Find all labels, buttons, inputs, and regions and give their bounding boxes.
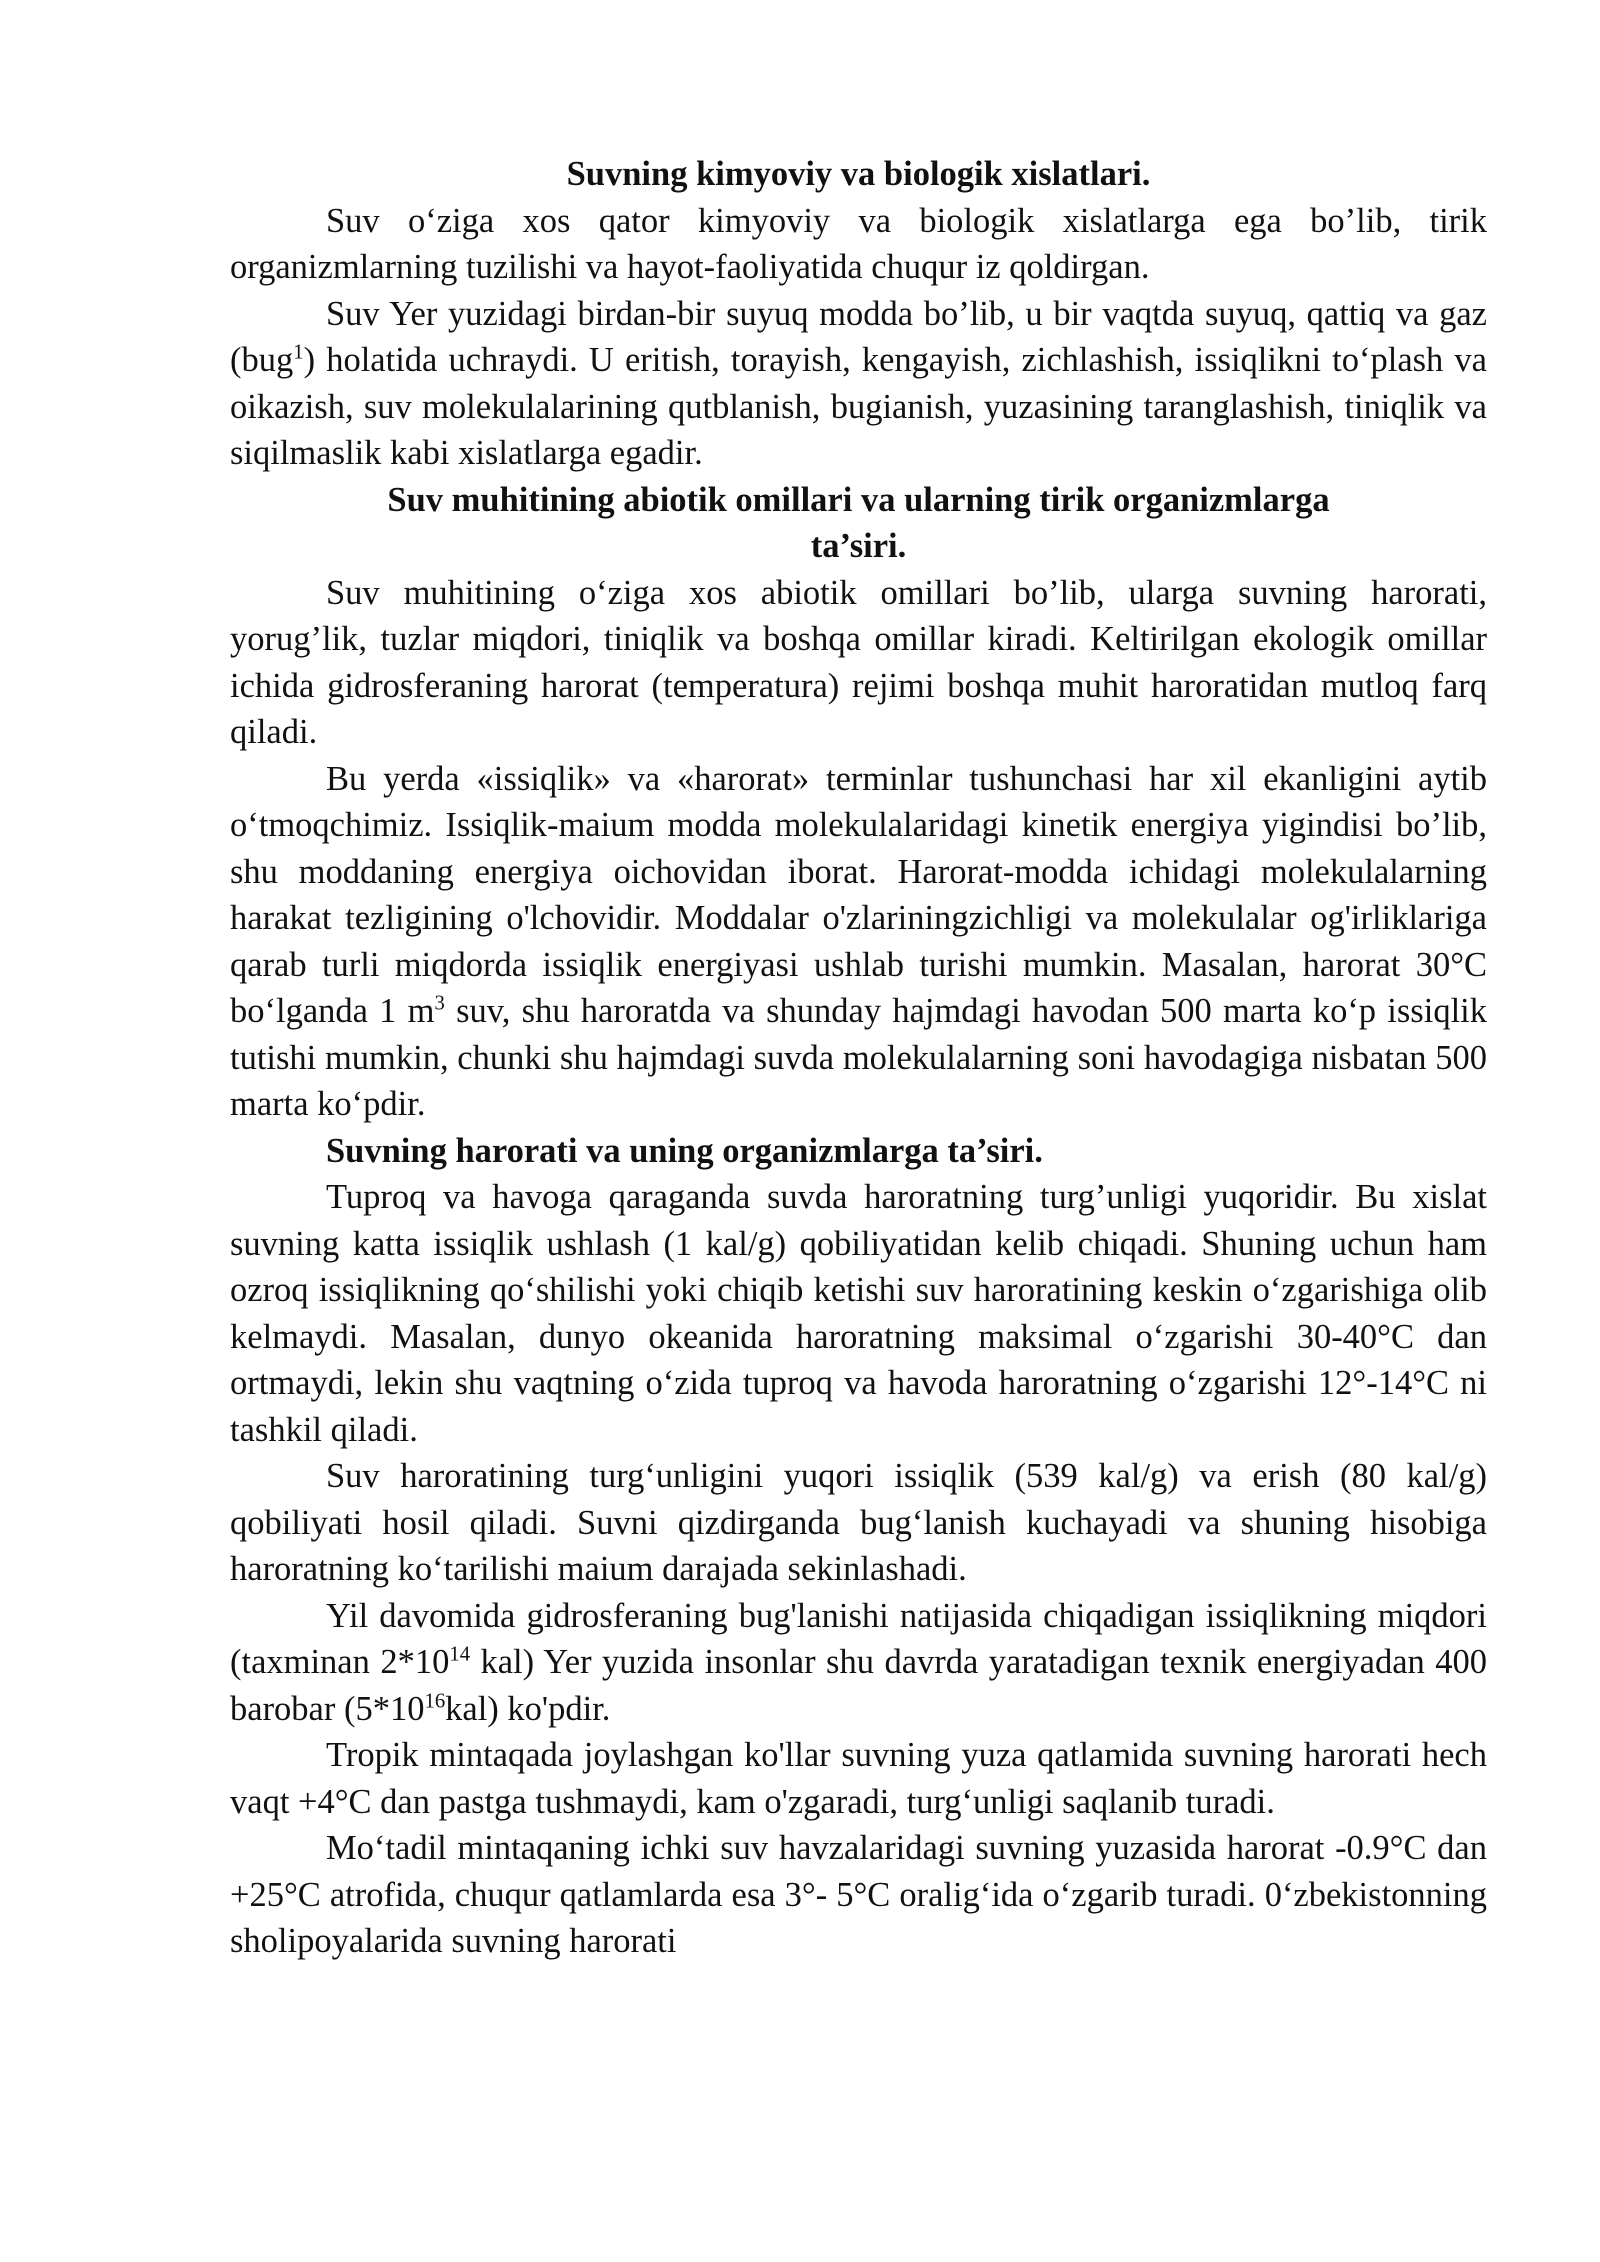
paragraph-4-text-a: Bu yerda «issiqlik» va «harorat» terminlar tushunchasi har xil ekanligini aytib o‘tmoqchimiz. Issiqlik-maium modda molekulalaridagi kinetik energiya yigindisi bo’lib, shu moddaning energiya oichovidan iborat. Harorat-modda ichidagi molekulalarning harakat tezligining o'lchovidir. Moddalar o'zlariningzichligi va molekulalar og'irliklariga qarab turli miqdorda issiqlik energiyasi ushlab turishi mumkin. Masalan, harorat 30°C bo‘lganda 1 m: [230, 759, 1487, 1030]
paragraph-6: Suv haroratining turg‘unligini yuqori issiqlik (539 kal/g) va erish (80 kal/g) qobiliyati hosil qiladi. Suvni qizdirganda bug‘lanish kuchayadi va shuning hisobiga haroratning ko‘tarilishi maium darajada sekinlashadi.: [230, 1457, 1487, 1588]
paragraph-2-text-a: Suv Yer yuzidagi birdan-bir suyuq modda bo’lib, u bir vaqtda suyuq, qattiq va gaz (bug: [230, 294, 1487, 379]
exponent-16: 16: [424, 1690, 446, 1712]
paragraph-1: Suv o‘ziga xos qator kimyoviy va biologik xislatlarga ega bo’lib, tirik organizmlarning tuzilishi va hayot-faoliyatida chuqur iz qoldirgan.: [230, 201, 1487, 286]
paragraph-7-text-c: kal) ko'pdir.: [445, 1689, 611, 1728]
exponent-14: 14: [449, 1643, 471, 1666]
paragraph-4: [230, 756, 1487, 1128]
paragraph-5: Tuproq va havoga qaraganda suvda haroratning turg’unligi yuqoridir. Bu xislat suvning katta issiqlik ushlash (1 kal/g) qobiliyatidan kelib chiqadi. Shuning uchun ham ozroq issiqlikning qo‘shilishi yoki chiqib ketishi suv haroratining keskin o‘zgarishiga olib kelmaydi. Masalan, dunyo okeanida haroratning maksimal o‘zgarishi 30-40°C dan ortmaydi, lekin shu vaqtning o‘zida tuproq va havoda haroratning o‘zgarishi 12°-14°C ni tashkil qiladi.: [230, 1178, 1487, 1449]
footnote-marker: 1: [293, 341, 304, 364]
paragraph-7-text-b: kal) Yer yuzida insonlar shu davrda yaratadigan texnik energiyadan 400 barobar (5*10: [230, 1643, 1487, 1728]
paragraph-2: [230, 291, 1487, 477]
paragraph-2-text-b: ) holatida uchraydi. U eritish, torayish, kengayish, zichlashish, issiqlikni to‘plash va oikazish, suv molekulalarining qutblanish, bugianish, yuzasining taranglashish, tiniqlik va siqilmaslik kabi xislatlarga egadir.: [230, 341, 1487, 472]
cubic-superscript: 3: [434, 992, 445, 1015]
heading-abiotic-line-2: ta’siri.: [810, 527, 907, 565]
heading-abiotic-line-1: Suv muhitining abiotik omillari va ularning tirik organizmlarga: [387, 480, 1330, 519]
heading-abiotic-factors: [230, 477, 1487, 570]
heading-water-temperature: Suvning harorati va uning organizmlarga ta’siri.: [326, 1131, 1043, 1170]
paragraph-7-text-a: Yil davomida gidrosferaning bug'lanishi natijasida chiqadigan issiqlikning miqdori (taxminan 2*10: [230, 1596, 1487, 1681]
paragraph-3: Suv muhitining o‘ziga xos abiotik omillari bo’lib, ularga suvning harorati, yorug’lik, tuzlar miqdori, tiniqlik va boshqa omillar kiradi. Keltirilgan ekologik omillar ichida gidrosferaning harorat (temperatura) rejimi boshqa muhit haroratidan mutloq farq qiladi.: [230, 573, 1487, 751]
paragraph-4-text-b: suv, shu haroratda va shunday hajmdagi havodan 500 marta ko‘p issiqlik tutishi mumkin, chunki shu hajmdagi suvda molekulalarning soni havodagiga nisbatan 500 marta ko‘pdir.: [230, 992, 1487, 1123]
paragraph-9: Mo‘tadil mintaqaning ichki suv havzalaridagi suvning yuzasida harorat -0.9°C dan +25°C atrofida, chuqur qatlamlarda esa 3°- 5°C oralig‘ida o‘zgarib turadi. 0‘zbekistonning sholipoyalarida suvning harorati: [230, 1829, 1487, 1960]
paragraph-8: Tropik mintaqada joylashgan ko'llar suvning yuza qatlamida suvning harorati hech vaqt +4°C dan pastga tushmaydi, kam o'zgaradi, turg‘unligi saqlanib turadi.: [230, 1736, 1487, 1821]
heading-chemical-biological: Suvning kimyoviy va biologik xislatlari.: [566, 155, 1151, 193]
paragraph-7: [230, 1593, 1487, 1733]
document-body: [230, 151, 1487, 1965]
